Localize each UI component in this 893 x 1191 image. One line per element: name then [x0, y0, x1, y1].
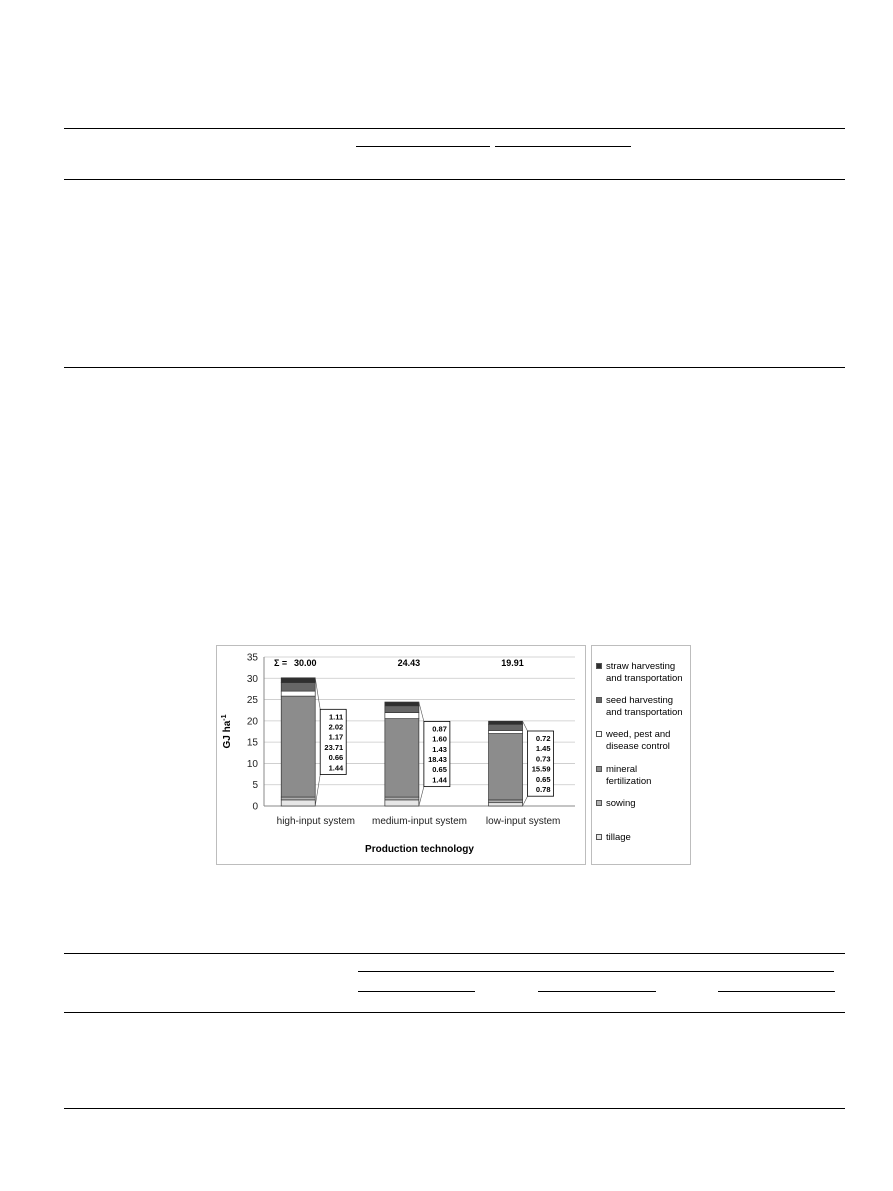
data-label: 1.45 [535, 744, 551, 754]
callout-line [419, 787, 424, 806]
bar-segment [281, 678, 315, 683]
data-label: 0.78 [535, 784, 551, 794]
data-label: 0.73 [535, 754, 551, 764]
bar-segment [281, 683, 315, 692]
data-label: 1.44 [328, 763, 344, 773]
legend-swatch [596, 731, 602, 737]
y-tick-label: 5 [252, 780, 258, 792]
data-label: 1.17 [328, 732, 344, 742]
legend-swatch [596, 766, 602, 772]
data-label: 0.87 [432, 724, 447, 734]
legend-label: weed, pest and disease control [606, 729, 671, 752]
callout-line [315, 775, 320, 806]
bar-segment [281, 797, 315, 800]
data-label: 1.60 [432, 734, 447, 744]
y-tick-label: 0 [252, 801, 258, 813]
total-label: 19.91 [501, 658, 524, 668]
bar-segment [281, 800, 315, 806]
bar-segment [385, 713, 419, 719]
bar-segment [385, 800, 419, 806]
legend-swatch [596, 663, 602, 669]
callout-line [523, 796, 528, 806]
table-top-rule [64, 128, 845, 129]
x-tick-label: low-input system [485, 816, 561, 827]
data-label: 0.65 [535, 774, 551, 784]
table-header-rule [64, 179, 845, 180]
y-tick-label: 20 [246, 716, 258, 728]
callout-line [419, 702, 424, 721]
bar-segment [489, 734, 523, 800]
table2-subheader-rule-2 [538, 991, 656, 992]
bar-segment [281, 691, 315, 696]
data-label: 0.72 [535, 733, 551, 743]
bar-segment [281, 696, 315, 797]
callout-line [523, 721, 528, 731]
data-label: 0.65 [432, 765, 447, 775]
stacked-bar-chart [217, 646, 585, 864]
bar-segment [489, 800, 523, 803]
y-tick-label: 10 [246, 758, 258, 770]
bar-segment [489, 730, 523, 733]
chart-area [216, 645, 586, 865]
bar-segment [385, 719, 419, 797]
sum-label: Σ = [274, 658, 288, 668]
data-label: 1.43 [432, 744, 447, 754]
legend-swatch [596, 834, 602, 840]
x-axis-title: Production technology [365, 844, 474, 855]
bar-segment [489, 724, 523, 730]
legend-label: tillage [606, 832, 631, 843]
bar-segment [385, 706, 419, 713]
x-tick-label: medium-input system [371, 816, 468, 827]
legend-label: straw harvesting and transportation [606, 661, 683, 684]
bar-segment [385, 797, 419, 800]
total-label: 30.00 [293, 658, 317, 668]
data-label: 2.02 [328, 722, 344, 732]
table-bottom-rule [64, 367, 845, 368]
table2-header-rule [64, 1012, 845, 1013]
total-label: 24.43 [397, 658, 421, 668]
table2-subheader-rule-1 [358, 991, 475, 992]
legend-label: seed harvesting and transportation [606, 695, 683, 718]
legend-label: sowing [606, 798, 636, 809]
bar-segment [385, 702, 419, 706]
y-axis-label: GJ $ha^{-1}$ [221, 714, 233, 749]
chart-legend [591, 645, 691, 865]
x-tick-label: high-input system [276, 816, 356, 827]
table2-span-rule [358, 971, 834, 972]
table-subheader-rule-2 [495, 146, 631, 147]
y-tick-label: 35 [246, 652, 258, 664]
y-tick-label: 15 [246, 737, 258, 749]
bar-segment [489, 721, 523, 724]
data-label: 23.71 [324, 742, 344, 752]
table2-top-rule [64, 953, 845, 954]
table2-subheader-rule-3 [718, 991, 835, 992]
legend-label: mineral fertilization [606, 764, 652, 787]
y-tick-label: 30 [246, 673, 258, 685]
legend-swatch [596, 697, 602, 703]
table-subheader-rule-1 [356, 146, 490, 147]
legend-swatch [596, 800, 602, 806]
callout-line [315, 678, 320, 709]
table2-bottom-rule [64, 1108, 845, 1109]
data-label: 15.59 [531, 764, 551, 774]
data-label: 0.66 [328, 753, 344, 763]
bar-segment [489, 803, 523, 806]
data-label: 1.44 [432, 775, 447, 785]
data-label: 1.11 [329, 712, 344, 722]
y-tick-label: 25 [246, 695, 258, 707]
data-label: 18.43 [428, 755, 447, 765]
